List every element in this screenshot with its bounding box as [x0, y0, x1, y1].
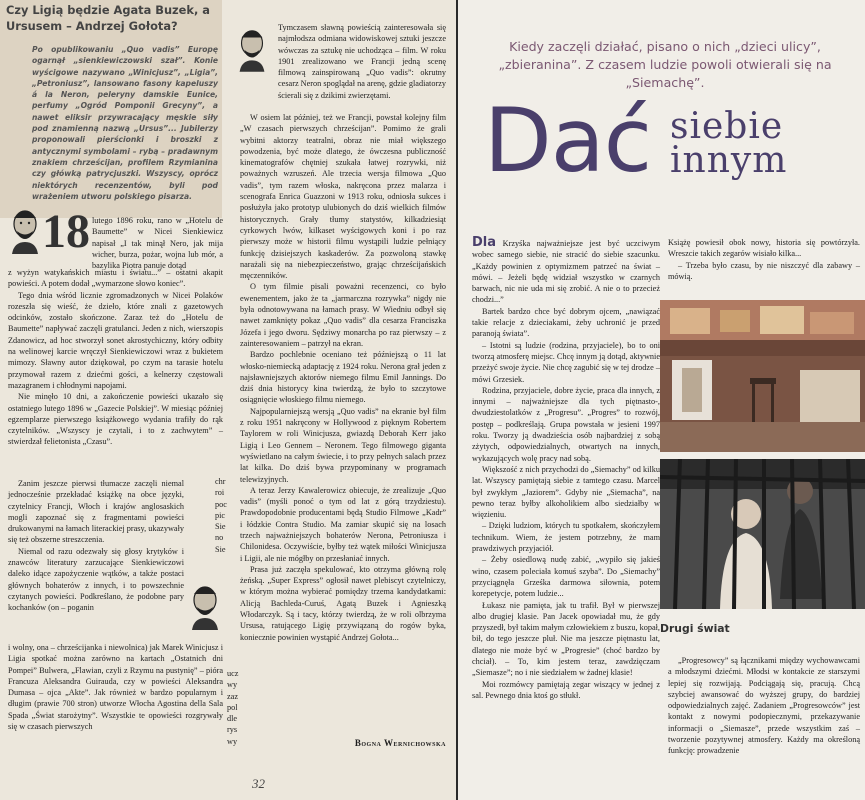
paragraph: „Progresowcy” są łącznikami między wychowawcami a młodszymi dziećmi. Młodsi w kontakcie ze starszymi lepiej się rozwijają. Podciągają się, pracują. Chcą szybciej awansować do wyższej grupy, do bardziej odpowiedzialnych zajęć. Zadaniem „Progresowców” jest kontakt z nowymi podopiecznymi, przekazywanie informacji o „Siemasze”, przede wszystkim zaś – tworzenie pozytywnej atmosfery. Każdy ma określoną funkcję: prowadzenie [668, 656, 860, 756]
paragraph: Tego dnia wśród licznie zgromadzonych w Nicei Polaków rozeszła się wieść, że dzieło, które znali z gazetowych odcinków, zostało skończone. Zaraz też do „Hotelu de Baumette” napływać zaczęli gratulanci. Jeden z nich, wierszopis Zdanowicz, ad hoc stworzył sonet akrostychiczny, który odbity na welinowej karcie wręczył Sienkiewiczowi wraz z bukietem mimozy. Sławny autor dziękował, po czym na tarasie hotelu przymował razem z dziećmi gości, a kelnerzy częstowali mazagranem i chłodnymi napojami. [8, 290, 223, 390]
paragraph: – Trzeba było czasu, by nie niszczyć dla zabawy – mówią. [668, 260, 860, 281]
sidebar-box [0, 0, 222, 218]
paragraph: A teraz Jerzy Kawalerowicz obiecuje, że zrealizuje „Quo vadis” (myśli ponoć o tym od lat z górą trzydziestu). Prawdopodobnie producentami będą Studio Filmowe „Kadr” i łódzkie Contra Studio. Ma zamiar skupić się na losach trzech najważniejszych bohaterów Nerona, Petroniusza i Chilonidesa. Oczywiście, byłby też wątek miłości Winicjusza i Ligii, ale nie mógłby on przesłaniać innych. [240, 485, 446, 563]
paragraph-text: Krzyśka najważniejsze jest być uczciwym wobec samego siebie, nie stracić do siebie szacunku. „Każdy powinien z optymizmem patrzeć na świat – mówi. – Jeżeli będę widział wszystko w czarnych barwach, nic nie uda mi się zrobić. A nie o to przecież chodzi...” [472, 239, 661, 305]
sidebar-title: Czy Ligią będzie Agata Buzek, a Ursusem – Andrzej Gołota? [6, 3, 210, 33]
paragraph: Tymczasem sławną powieścią zainteresowała się najmłodsza odmiana widowiskowej sztuki jeszcze wówczas za sztukę nie uchodząca – film. W roku 1901 zrealizowano we Francji jedną scenę filmową zainspirowaną „Quo vadis”: okrutny cesarz Neron spoglądał na arenę, gdzie gladiatorzy ścierali się z dzikimi zwierzętami. [278, 23, 446, 100]
title-word-2: innym [670, 140, 788, 181]
paragraph: Większość z nich przychodzi do „Siemachy” od kilku lat. Wszyscy pamiętają siebie z tamtego czasu. Marcel był zwykłym „Jaziorem”. Gdyby nie „Siemacha”, na pewno teraz byłby alkoholikiem albo siedziałby w więzieniu. [472, 464, 660, 520]
paragraph: Nie minęło 10 dni, a zakończenie powieści ukazało się ostatniego lutego 1896 w „Gazecie Polskiej”. W miesiąc później egzemplarze pierwszego książkowego wydania trafiły do rąk czytelników. „Wszyscy je czytali, i to z zachwytem” – stwierdzał felietonista „Czasu”. [8, 392, 223, 447]
cut-off-column-text: chr roi poc pic Sie no Sie [215, 477, 227, 554]
section-heading: Drugi świat [660, 622, 730, 635]
right-column-2-top [668, 237, 860, 282]
drop-cap-number: 18 [42, 205, 90, 258]
author-signature: Bogna Wernichowska [354, 738, 446, 748]
paragraph: – Dzięki ludziom, których tu spotkałem, skończyłem technikum. Wiem, że jestem potrzebny, że mam prawdziwych przyjaciół. [472, 521, 660, 554]
paragraph: – Istotni są ludzie (rodzina, przyjaciele), bo to oni tworzą atmosferę miejsc. Chcę innym ją dotąd, aktywnie przeżyć swoje życie. Nie chcę zagubić się w tej drodze – mówi Grzesiek. [472, 340, 660, 384]
sienkiewicz-portrait-small-icon [184, 578, 226, 630]
column-2-top [278, 22, 446, 101]
paragraph: z wyżyn watykańskich miastu i światu...” – ostatni akapit powieści. A potem dodał „wymarzone słowo koniec”. [8, 268, 223, 289]
sidebar-text: Po opublikowaniu „Quo vadis” Europę ogarnął „sienkiewiczowski szał”. Konie wyścigowe nazywano „Winicjusz”, „Ligia”, „Petroniusz”, lansowano fasony kapeluszy á la Neron, peleryny damskie Eunice, perfumy „Ogród Pomponii Grecyny”, a nawet eliksir przywracający męskie siły pod znamienną nazwą „Ursus”... Jubilerzy proponowali pierścionki i broszki z antycznymi symbolami – rybą – pradawnym znakiem chrześcijan, profilem Rzymianina czy główką patrycjuszki. Wszyscy, oprócz niektórych recenzentów, byli pod wrażeniem utworu polskiego pisarza. [32, 45, 218, 201]
right-page [458, 0, 865, 800]
page-number: 32 [252, 776, 265, 791]
column-1-side [8, 478, 184, 614]
article-title-tail [670, 106, 788, 181]
article-title-main: Dać [484, 89, 652, 192]
paragraph: Rodzina, przyjaciele, dobre życie, praca dla innych, z innymi – najważniejsze dla tych piętnasto-, dwudziestolatków z „Progresu”. „Progres” to rozwój, postęp – podkreślają. Grupa powstała w jesieni 1997 roku. Tworzy ją dwadzieścia osób najbardziej z sobą zżytych, odpowiedzialnych, otwartych na innych, wykazujących wolę pracy nad sobą. [472, 385, 660, 463]
column-2-main [240, 112, 446, 643]
paragraph: Prasa już zaczęła spekulować, kto otrzyma główną rolę żeńską. „Super Express” ogłosił nawet plebiscyt czytelniczy, w którym można wybierać pomiędzy trzema kandydatkami: Alicją Bachleda-Curuś, Agatą Buzek i Agnieszką Włodarczyk. Są i tacy, którzy twierdzą, że w roli olbrzyma Ursusa, ratującego Ligię przywiązaną do rogów byka, koniecznie powinien wystąpić Andrzej Gołota... [240, 564, 446, 642]
article-subtitle: Kiedy zaczęli działać, pisano o nich „dzieci ulicy”, „zbieranina”. Z czasem ludzie powoli otwierali się na „Siemachę”. [498, 39, 832, 90]
paragraph: Bardzo pochlebnie oceniano też późniejszą o 11 lat włosko-niemiecką adaptację z 1924 roku. Nerona grał jeden z najsławniejszych aktorów niemego filmu Emil Jannings. Do dziś dnia historycy kina twierdzą, że było to szczytowe osiągnięcie włoskiego filmu niemego. [240, 350, 446, 405]
cut-off-column-text: ucz wy zaz pol dle rys wy [227, 669, 239, 746]
paragraph: Moi rozmówcy pamiętają zegar wiszący w jednej z sal. Pewnego dnia ktoś go stłukł. [472, 679, 660, 700]
title-word-1: siebie [670, 106, 784, 147]
paragraph: W osiem lat później, też we Francji, powstał kolejny film „W czasach pierwszych chrześcijan”. Pomimo że grali wybitni aktorzy teatralni, obraz nie miał większego powodzenia, być może dlatego, że ówczesna publiczność kinematografów chętniej szukała łatwej rozrywki, niż poważnych wzruszeń. Ale trzecia wersja filmowa „Quo vadis”, tym razem włoska, nakręcona przez malarza i scenografa Enrica Guazzoni w 1913 roku, odniosła sukces i posłużyła jako prototyp ulubionych do dziś wielkich filmów historycznych. Grały tłumy statystów, kilkadziesiąt cyrkowych lwów, kilkaset wyścigowych koni i po raz pierwszy może w historii filmu wystąpili ludzie pełniący funkcję dzisiejszych kaskaderów. Za pozwoloną stawkę narażali się na niebezpieczeństwo, grając chrześcijańskich męczenników. [240, 113, 446, 281]
paragraph: Łukasz nie pamięta, jak tu trafił. Był w pierwszej albo drugiej klasie. Pan Jacek opowiadał mu, że gdy przyszedł, był takim małym człowiekiem z buszu, kopał, bił, do tego jeszcze pluł. Nie ma jeszcze piętnastu lat, dlatego nie może być w „Progresie” (choć bardzo by chciał). – To, kim jestem teraz, zawdzięczam „Siemasze”; no i nie siedziałem w żadnej klasie! [472, 600, 660, 678]
lead-word: Dla [472, 235, 497, 250]
column-1-main [8, 267, 223, 448]
paragraph: Niemal od razu odezwały się głosy krytyków i znawców literatury zarzucające Sienkiewiczowi daleko idące zapożyczenie wątków, a także postaci głównych bohaterów z innych, i to powszechnie czytanych powieści. Podkreślano, że podobne pary kochanków (on – poganin [8, 546, 184, 613]
paragraph [472, 237, 660, 306]
author-portrait-icon [232, 22, 272, 72]
paragraph: Książę powiesił obok nowy, historia się powtórzyła. Wreszcie takich zegarów wisiało kilka... [668, 238, 860, 259]
sienkiewicz-portrait-icon [4, 202, 46, 254]
paragraph: O tym filmie pisali poważni recenzenci, co było ewenementem, jako że ta „jarmarczna rozrywka” nigdy nie była odnotowywana na łamach prasy. W Wiedniu odbył się nawet zamknięty pokaz „Quo vadis” dla cesarza Franciszka Józefa i jego dworu. Sędziwy monarcha po raz pierwszy – z zainteresowaniem – patrzył na ekran. [240, 282, 446, 348]
photo-interior-room [660, 300, 865, 452]
paragraph: Zanim jeszcze pierwsi tłumacze zaczęli niemal jednocześnie przekładać książkę na obce języki, czytelnicy Francji, Włoch i krajów anglosaskich mogli zapoznać się z fragmentami powieści drukowanymi na łamach literackiej prasy, ukazywały się też obszerne streszczenia. [8, 479, 184, 545]
column-intro-text: lutego 1896 roku, rano w „Hotelu de Baumette” w Nicei Sienkiewicz napisał „I tak minął Nero, jak mija wicher, burza, pożar, wojna lub mór, a bazylika Piotra panuje dotąd [92, 216, 223, 271]
right-column-2-bottom [668, 655, 860, 757]
paragraph: – Żeby osiedlową nudę zabić, „wypiło się jakieś wino, czasem poleciała komuś szyba”. Do „Siemachy” przyciągnęła Grześka darmowa siłownia, potem korepetycje, potem ludzie... [472, 555, 660, 599]
photo-children-behind-bars [660, 459, 865, 609]
column-1-bottom: i wolny, ona – chrześcijanka i niewolnica) jak Marek Winicjusz i Ligia spotkać można zarówno na kartach „Ostatnich dni Pompei” Bulwera, „Flawian, czyli z Rzymu na pustynię” – pióra Francuza Aleksandra Guirauda, czy w powieści Aleksandra Dumasa – ojca „Akte”. Jak również w bardzo popularnym i długim (prawie 700 stron) utworze Włocha Agostina della Sala Spada „Świat starożytny”. Wszystkie te opowieści rozgrywały się w czasach pierwszych [8, 643, 223, 732]
paragraph: Najpopularniejszą wersją „Quo vadis” na ekranie był film z roku 1951 nakręcony w Hollywood z pięknym Robertem Taylorem w roli Winicjusza, gwiazdą Deborah Kerr jako Ligią i Leo Gennem – Neronem. Tego filmowego giganta wyświetlano na całym świecie, i to przy pełnych salach przez lat kilka. Do dziś bywa przypominany w programach telewizyjnych. [240, 406, 446, 484]
right-column-1 [472, 237, 660, 701]
paragraph: Bartek bardzo chce być dobrym ojcem, „nawiązać takie relacje z dzieciakami, żeby uchronić je przed paranoją świata”. [472, 306, 660, 339]
